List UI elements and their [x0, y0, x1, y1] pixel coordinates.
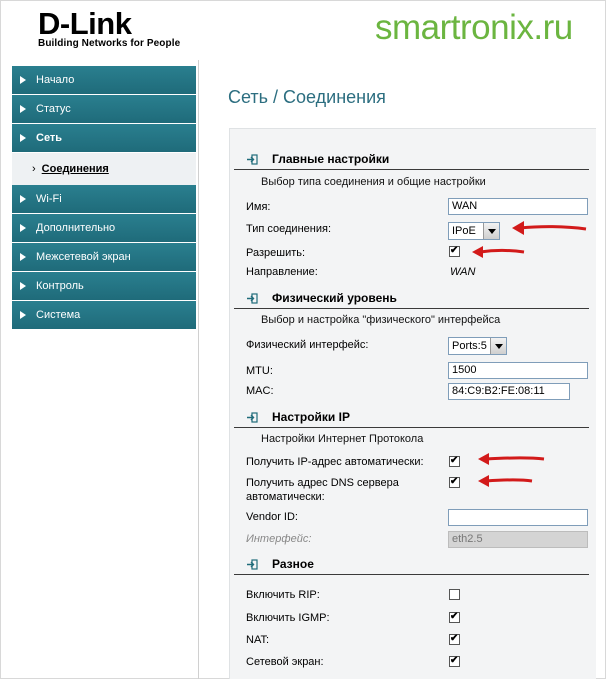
arrow-right-icon [20, 195, 26, 203]
sidebar-item-wifi[interactable] [12, 185, 196, 213]
ip-interface-label: Интерфейс: [246, 533, 312, 545]
chevron-down-icon[interactable] [483, 223, 499, 239]
nat-label: NAT: [246, 634, 270, 646]
section-misc-header [230, 554, 314, 574]
sidebar-item-status[interactable] [12, 95, 196, 123]
connection-type-select[interactable] [448, 222, 500, 240]
check-icon: ✔ [450, 655, 459, 666]
enable-checkbox[interactable] [449, 246, 460, 257]
auto-ip-checkbox[interactable] [449, 456, 460, 467]
auto-dns-checkbox[interactable] [449, 477, 460, 488]
enter-arrow-icon [247, 293, 258, 304]
section-main-header [230, 149, 389, 169]
section-title: Физический уровень [272, 291, 397, 305]
bullet-icon: › [32, 163, 36, 175]
arrow-right-icon [20, 105, 26, 113]
sidebar-item-label: Wi-Fi [36, 193, 62, 205]
sidebar-subitem-connections[interactable] [12, 153, 196, 185]
sidebar-item-home[interactable] [12, 66, 196, 94]
vendor-id-input[interactable] [448, 509, 588, 526]
rip-checkbox[interactable] [449, 589, 460, 600]
connection-type-label: Тип соединения: [246, 223, 331, 235]
enter-arrow-icon [247, 154, 258, 165]
sidebar-item-control[interactable] [12, 272, 196, 300]
check-icon: ✔ [450, 611, 459, 622]
section-title: Настройки IP [272, 410, 350, 424]
section-phys-header [230, 288, 397, 308]
vendor-id-label: Vendor ID: [246, 511, 298, 523]
sidebar-item-label: Контроль [36, 280, 84, 292]
phys-interface-label: Физический интерфейс: [246, 339, 369, 351]
arrow-right-icon [20, 282, 26, 290]
check-icon: ✔ [450, 245, 459, 256]
sidebar-item-network[interactable] [12, 124, 196, 152]
sidebar-item-label: Начало [36, 74, 75, 86]
dlink-logo [38, 8, 180, 49]
phys-interface-select[interactable] [448, 337, 507, 355]
logo-brand: D-Link [38, 6, 132, 41]
nat-checkbox[interactable] [449, 634, 460, 645]
phys-interface-value: Ports:5 [452, 340, 487, 352]
enter-arrow-icon [247, 412, 258, 423]
mtu-label: MTU: [246, 365, 273, 377]
section-description: Выбор типа соединения и общие настройки [261, 176, 486, 188]
sidebar-item-advanced[interactable] [12, 214, 196, 242]
arrow-right-icon [20, 76, 26, 84]
enable-label: Разрешить: [246, 247, 306, 259]
auto-dns-label: Получить адрес DNS сервера [246, 477, 399, 489]
direction-value: WAN [450, 266, 476, 278]
mac-label: MAC: [246, 385, 274, 397]
section-title: Разное [272, 557, 314, 571]
check-icon: ✔ [450, 455, 459, 466]
firewall-checkbox[interactable] [449, 656, 460, 667]
sidebar-divider [198, 60, 199, 679]
red-arrow-icon [470, 243, 526, 261]
section-divider [234, 169, 589, 170]
name-label: Имя: [246, 201, 271, 213]
section-ip-header [230, 407, 350, 427]
sidebar-item-label: Система [36, 309, 81, 321]
sidebar-item-firewall[interactable] [12, 243, 196, 271]
arrow-right-icon [20, 311, 26, 319]
name-input[interactable]: WAN [448, 198, 588, 215]
red-arrow-icon [510, 218, 588, 238]
red-arrow-icon [476, 472, 534, 490]
arrow-right-icon [20, 224, 26, 232]
watermark: smartronix.ru [375, 8, 573, 47]
section-description: Настройки Интернет Протокола [261, 433, 424, 445]
sidebar [12, 66, 196, 330]
check-icon: ✔ [450, 476, 459, 487]
mac-input[interactable]: 84:C9:B2:FE:08:11 [448, 383, 570, 400]
section-divider [234, 308, 589, 309]
ip-interface-input: eth2.5 [448, 531, 588, 548]
sidebar-item-label: Межсетевой экран [36, 251, 131, 263]
sidebar-item-system[interactable] [12, 301, 196, 329]
igmp-label: Включить IGMP: [246, 612, 330, 624]
sidebar-item-label: Сеть [36, 132, 63, 144]
sidebar-item-label: Статус [36, 103, 71, 115]
arrow-right-icon [20, 253, 26, 261]
direction-label: Направление: [246, 266, 318, 278]
mtu-input[interactable]: 1500 [448, 362, 588, 379]
auto-ip-label: Получить IP-адрес автоматически: [246, 456, 424, 468]
sidebar-item-label: Дополнительно [36, 222, 116, 234]
auto-dns-label-cont: автоматически: [246, 491, 325, 503]
section-title: Главные настройки [272, 152, 390, 166]
red-arrow-icon [476, 450, 546, 468]
igmp-checkbox[interactable] [449, 612, 460, 623]
page-title: Сеть / Соединения [228, 87, 386, 107]
logo-tagline: Building Networks for People [38, 38, 181, 49]
connection-settings-panel [229, 128, 596, 679]
connection-type-value: IPoE [452, 225, 476, 237]
enter-arrow-icon [247, 559, 258, 570]
section-description: Выбор и настройка "физического" интерфейса [261, 314, 501, 326]
section-divider [234, 427, 589, 428]
firewall-label: Сетевой экран: [246, 656, 324, 668]
arrow-right-icon [20, 134, 26, 142]
rip-label: Включить RIP: [246, 589, 320, 601]
chevron-down-icon[interactable] [490, 338, 506, 354]
section-divider [234, 574, 589, 575]
sidebar-subitem-label: Соединения [41, 163, 109, 175]
check-icon: ✔ [450, 633, 459, 644]
